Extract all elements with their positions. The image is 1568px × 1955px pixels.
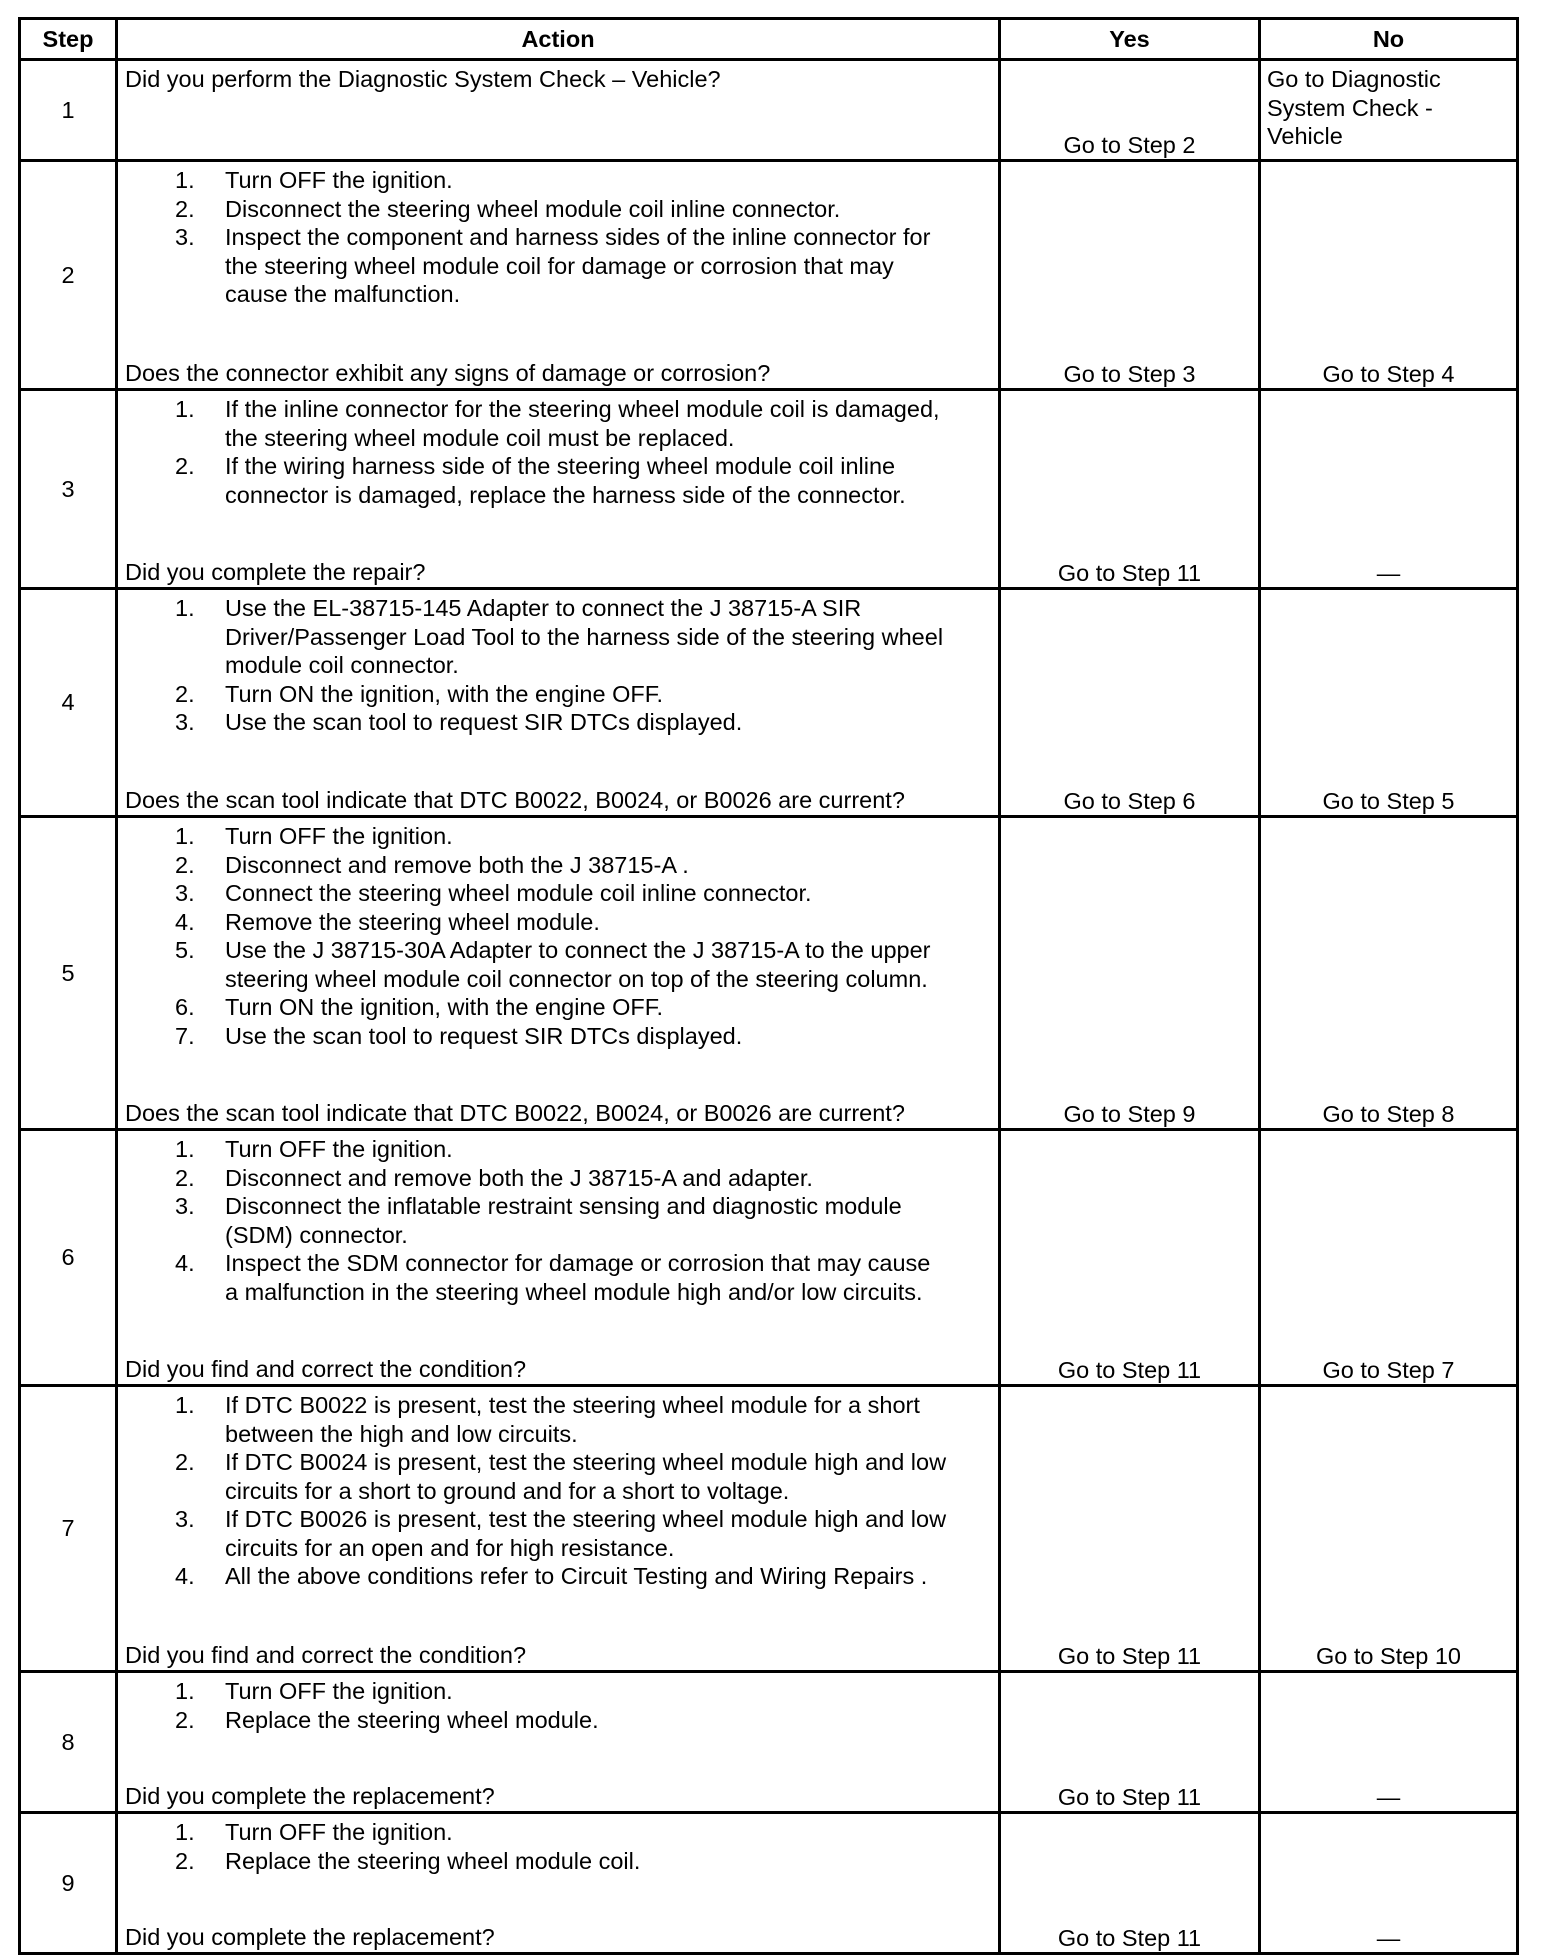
yes-outcome: Go to Step 11 [1000, 1813, 1260, 1954]
step-question: Does the connector exhibit any signs of damage or corrosion? [125, 359, 771, 386]
instruction-line: Disconnect and remove both the J 38715-A . [225, 851, 689, 878]
instruction-line: Inspect the component and harness sides of the inline connector for [225, 224, 931, 250]
instruction-item [125, 879, 994, 908]
item-number: 2. [175, 851, 195, 878]
instruction-line: a malfunction in the steering wheel module high and/or low circuits. [225, 1278, 923, 1305]
table-row [20, 60, 1518, 161]
action-cell [117, 1672, 1000, 1813]
yes-outcome: Go to Step 11 [1000, 390, 1260, 589]
instruction-line: (SDM) connector. [225, 1221, 408, 1248]
instruction-line: Driver/Passenger Load Tool to the harness side of the steering wheel [225, 623, 944, 650]
instruction-item [125, 1505, 994, 1562]
instruction-line: If DTC B0022 is present, test the steering wheel module for a short [225, 1392, 920, 1418]
step-number: 1 [20, 60, 117, 161]
instruction-line: If DTC B0026 is present, test the steering wheel module high and low [225, 1506, 947, 1532]
table-body [20, 60, 1518, 1954]
instruction-item [125, 1022, 994, 1051]
instruction-item [125, 195, 994, 224]
action-cell [117, 589, 1000, 817]
instruction-list [125, 395, 994, 509]
instruction-list [125, 594, 994, 737]
instruction-line: Inspect the SDM connector for damage or corrosion that may cause [225, 1250, 931, 1276]
no-outcome: — [1260, 390, 1518, 589]
instruction-item [125, 223, 994, 309]
instruction-line: Turn OFF the ignition. [225, 1136, 453, 1162]
step-number: 2 [20, 161, 117, 390]
instruction-line: connector is damaged, replace the harness side of the connector. [225, 481, 906, 508]
instruction-line: cause the malfunction. [225, 281, 461, 307]
no-outcome: Go to Step 8 [1260, 817, 1518, 1130]
item-number: 2. [175, 453, 195, 479]
action-cell [117, 1813, 1000, 1954]
yes-outcome: Go to Step 11 [1000, 1130, 1260, 1386]
item-number: 2. [175, 1164, 195, 1191]
header-yes: Yes [1000, 19, 1260, 60]
instruction-line: Turn ON the ignition, with the engine OFF. [225, 680, 664, 707]
instruction-line: circuits for an open and for high resistance. [225, 1534, 675, 1561]
instruction-item [125, 680, 994, 709]
table-row [20, 161, 1518, 390]
header-step: Step [20, 19, 117, 60]
table-row [20, 589, 1518, 817]
item-number: 1. [175, 1678, 195, 1704]
item-number: 1. [175, 823, 195, 849]
item-number: 1. [175, 1136, 195, 1162]
table-row [20, 1386, 1518, 1672]
instruction-line: Use the scan tool to request SIR DTCs displayed. [225, 1022, 743, 1049]
no-outcome: Go to Step 7 [1260, 1130, 1518, 1386]
instruction-line: Turn OFF the ignition. [225, 823, 453, 849]
step-number: 9 [20, 1813, 117, 1954]
no-outcome-line: System Check - [1267, 94, 1433, 121]
instruction-item [125, 1391, 994, 1448]
instruction-item [125, 1847, 994, 1876]
instruction-line: Turn OFF the ignition. [225, 167, 453, 193]
yes-outcome: Go to Step 11 [1000, 1672, 1260, 1813]
action-cell [117, 1386, 1000, 1672]
instruction-line: Disconnect the steering wheel module coil inline connector. [225, 195, 841, 222]
step-question: Did you find and correct the condition? [125, 1355, 527, 1382]
item-number: 1. [175, 1392, 195, 1418]
item-number: 6. [175, 994, 195, 1020]
table-row [20, 1813, 1518, 1954]
item-number: 3. [175, 224, 195, 250]
instruction-item [125, 851, 994, 880]
instruction-line: Replace the steering wheel module. [225, 1706, 599, 1733]
table-row [20, 1130, 1518, 1386]
step-number: 4 [20, 589, 117, 817]
step-question: Did you complete the replacement? [125, 1923, 495, 1950]
instruction-item [125, 1448, 994, 1505]
instruction-line: Disconnect and remove both the J 38715-A and adapter. [225, 1164, 813, 1191]
instruction-line: the steering wheel module coil for damage or corrosion that may [225, 252, 894, 279]
no-outcome: Go to Step 4 [1260, 161, 1518, 390]
item-number: 2. [175, 1847, 195, 1874]
step-question: Does the scan tool indicate that DTC B0022, B0024, or B0026 are current? [125, 786, 905, 813]
step-number: 8 [20, 1672, 117, 1813]
item-number: 1. [175, 1819, 195, 1845]
instruction-list [125, 1677, 994, 1734]
yes-outcome: Go to Step 2 [1000, 60, 1260, 161]
no-outcome [1260, 60, 1518, 161]
item-number: 5. [175, 937, 195, 963]
no-outcome-line: Vehicle [1267, 123, 1343, 149]
step-number: 6 [20, 1130, 117, 1386]
instruction-item [125, 594, 994, 680]
instruction-list [125, 1135, 994, 1306]
action-cell [117, 161, 1000, 390]
step-question: Did you complete the repair? [125, 558, 426, 585]
instruction-line: Use the J 38715-30A Adapter to connect the J 38715-A to the upper [225, 937, 931, 963]
instruction-line: Turn OFF the ignition. [225, 1819, 453, 1845]
item-number: 2. [175, 195, 195, 222]
item-number: 1. [175, 396, 195, 422]
no-outcome: Go to Step 5 [1260, 589, 1518, 817]
yes-outcome: Go to Step 9 [1000, 817, 1260, 1130]
item-number: 1. [175, 595, 195, 621]
instruction-line: module coil connector. [225, 652, 459, 678]
instruction-item [125, 1249, 994, 1306]
item-number: 1. [175, 167, 195, 193]
instruction-line: If the wiring harness side of the steering wheel module coil inline [225, 453, 896, 479]
instruction-list [125, 822, 994, 1050]
no-outcome: Go to Step 10 [1260, 1386, 1518, 1672]
table-row [20, 390, 1518, 589]
action-cell [117, 817, 1000, 1130]
item-number: 2. [175, 1449, 195, 1475]
instruction-item [125, 936, 994, 993]
item-number: 4. [175, 1563, 195, 1589]
diagnostic-table [18, 17, 1519, 1955]
item-number: 7. [175, 1022, 195, 1049]
yes-outcome: Go to Step 6 [1000, 589, 1260, 817]
action-cell [117, 60, 1000, 161]
item-number: 3. [175, 880, 195, 906]
instruction-line: Turn OFF the ignition. [225, 1678, 453, 1704]
item-number: 3. [175, 1506, 195, 1532]
header-row [20, 19, 1518, 60]
instruction-line: If the inline connector for the steering wheel module coil is damaged, [225, 396, 940, 422]
instruction-line: All the above conditions refer to Circuit Testing and Wiring Repairs . [225, 1563, 928, 1589]
yes-outcome: Go to Step 3 [1000, 161, 1260, 390]
instruction-line: Remove the steering wheel module. [225, 908, 600, 935]
instruction-line: Use the scan tool to request SIR DTCs displayed. [225, 709, 743, 735]
no-outcome-line: Go to Diagnostic [1267, 66, 1441, 92]
instruction-item [125, 1192, 994, 1249]
instruction-item [125, 1677, 994, 1706]
step-number: 3 [20, 390, 117, 589]
instruction-line: Connect the steering wheel module coil inline connector. [225, 880, 812, 906]
instruction-line: steering wheel module coil connector on top of the steering column. [225, 965, 928, 992]
instruction-item [125, 1164, 994, 1193]
no-outcome: — [1260, 1813, 1518, 1954]
step-number: 5 [20, 817, 117, 1130]
item-number: 3. [175, 1193, 195, 1219]
instruction-item [125, 1562, 994, 1591]
instruction-list [125, 1391, 994, 1591]
header-action: Action [117, 19, 1000, 60]
action-cell [117, 1130, 1000, 1386]
no-outcome: — [1260, 1672, 1518, 1813]
step-question: Does the scan tool indicate that DTC B0022, B0024, or B0026 are current? [125, 1099, 905, 1126]
step-number: 7 [20, 1386, 117, 1672]
item-number: 4. [175, 1250, 195, 1276]
instruction-item [125, 993, 994, 1022]
instruction-item [125, 395, 994, 452]
item-number: 4. [175, 908, 195, 935]
instruction-item [125, 822, 994, 851]
step-question: Did you complete the replacement? [125, 1782, 495, 1809]
instruction-list [125, 1818, 994, 1875]
instruction-line: Replace the steering wheel module coil. [225, 1847, 641, 1874]
action-cell [117, 390, 1000, 589]
step-question: Did you find and correct the condition? [125, 1641, 527, 1668]
item-number: 3. [175, 709, 195, 735]
instruction-line: Turn ON the ignition, with the engine OFF. [225, 994, 664, 1020]
step-question: Did you perform the Diagnostic System Check – Vehicle? [125, 66, 721, 92]
instruction-line: the steering wheel module coil must be replaced. [225, 424, 735, 451]
instruction-line: Use the EL-38715-145 Adapter to connect the J 38715-A SIR [225, 595, 862, 621]
item-number: 2. [175, 680, 195, 707]
instruction-item [125, 452, 994, 509]
instruction-line: Disconnect the inflatable restraint sensing and diagnostic module [225, 1193, 902, 1219]
item-number: 2. [175, 1706, 195, 1733]
instruction-item [125, 1706, 994, 1735]
instruction-line: circuits for a short to ground and for a short to voltage. [225, 1477, 790, 1504]
instruction-list [125, 166, 994, 309]
instruction-item [125, 908, 994, 937]
table-row [20, 1672, 1518, 1813]
table-row [20, 817, 1518, 1130]
yes-outcome: Go to Step 11 [1000, 1386, 1260, 1672]
instruction-line: If DTC B0024 is present, test the steering wheel module high and low [225, 1449, 947, 1475]
instruction-line: between the high and low circuits. [225, 1420, 578, 1447]
header-no: No [1260, 19, 1518, 60]
instruction-item [125, 1818, 994, 1847]
instruction-item [125, 1135, 994, 1164]
instruction-item [125, 166, 994, 195]
instruction-item [125, 708, 994, 737]
